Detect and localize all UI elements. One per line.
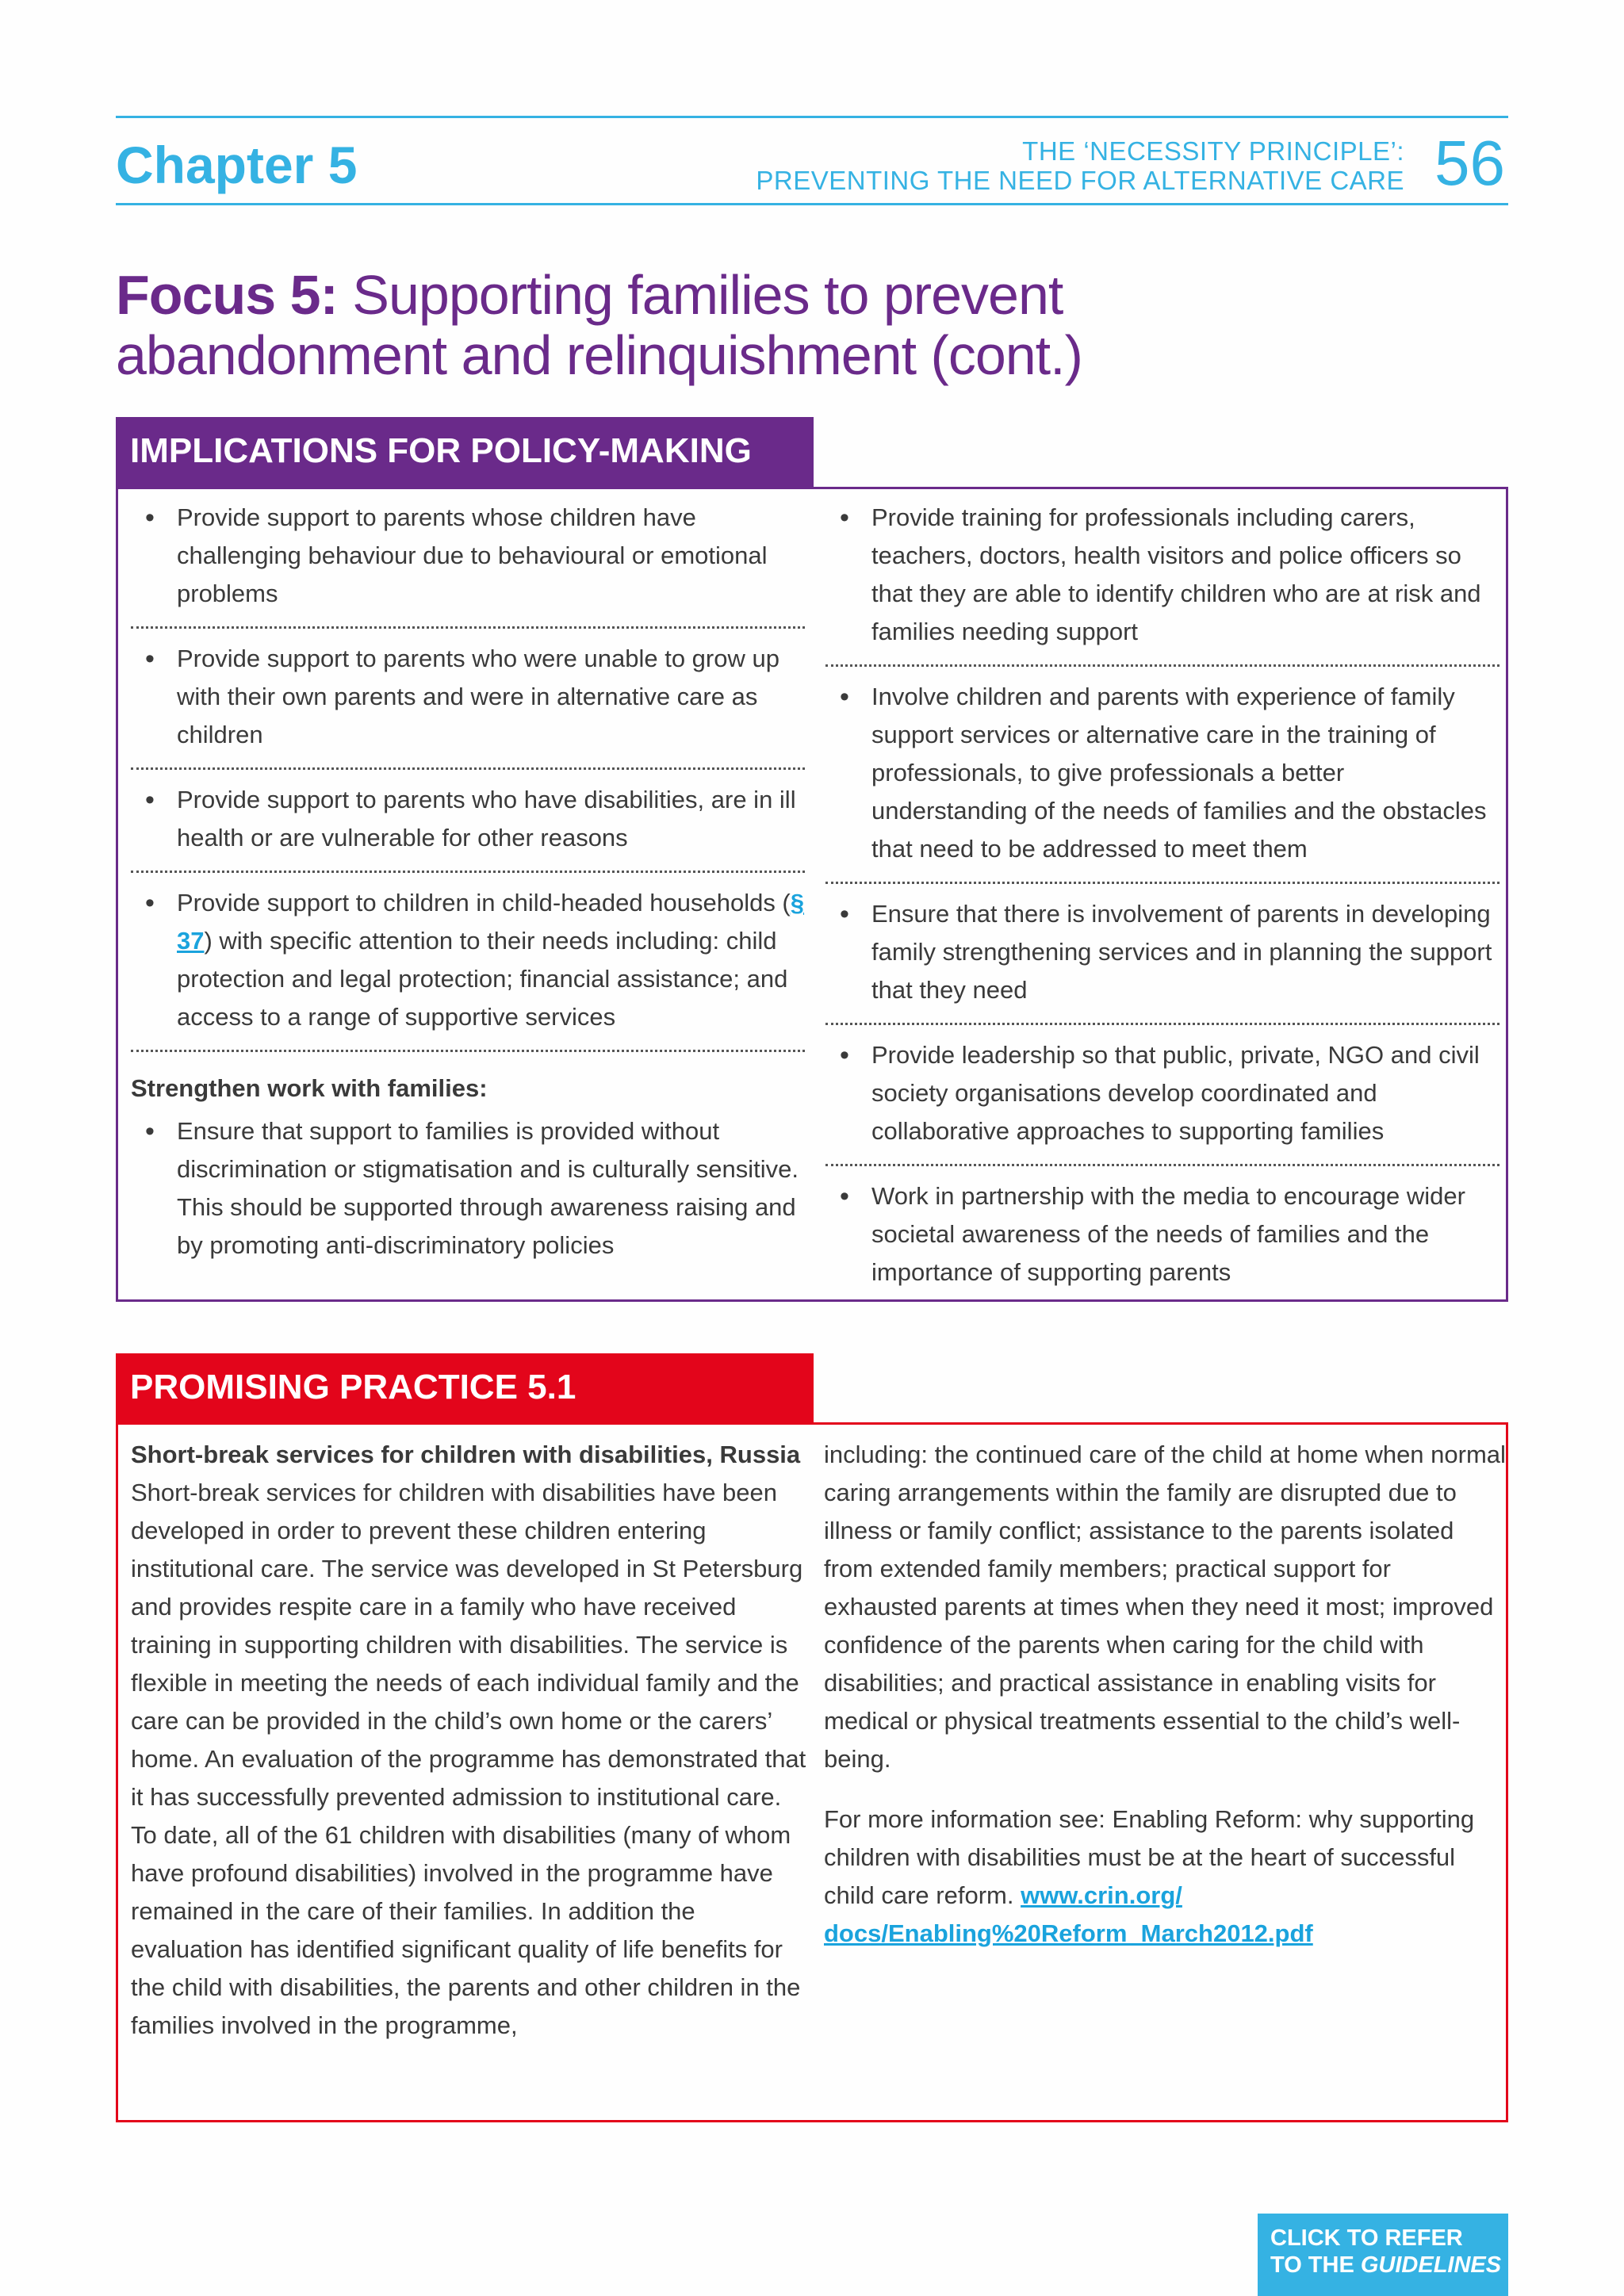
header-top-rule [116, 116, 1508, 118]
running-header [756, 128, 1505, 198]
policy-heading-text: IMPLICATIONS FOR POLICY-MAKING [130, 431, 752, 470]
section-37-link[interactable]: § 37 [177, 889, 805, 955]
focus-title [116, 265, 1305, 385]
focus-title-line1: Supporting families to prevent [337, 264, 1063, 326]
page-number: 56 [1434, 128, 1505, 198]
policy-heading [116, 417, 814, 488]
list-item: • Provide training for professionals including carers, teachers, doctors, health visitors and police officers so that they are able to identify children who are at risk and families needing support [825, 499, 1500, 667]
strengthen-list [131, 1112, 805, 1278]
list-item: • Provide support to parents who have disabilities, are in ill health or are vulnerable for other reasons [131, 781, 805, 873]
more-info [824, 1800, 1506, 1953]
running-title-line1: THE ‘NECESSITY PRINCIPLE’: [1022, 136, 1405, 166]
list-item: • Provide support to parents whose children have challenging behaviour due to behavioural or emotional problems [131, 499, 805, 629]
list-item: • Ensure that support to families is provided without discrimination or stigmatisation and is culturally sensitive. This should be supported through awareness raising and by promoting anti-discriminatory policies [131, 1112, 805, 1278]
policy-left-list [131, 499, 805, 1052]
list-item: • Work in partnership with the media to encourage wider societal awareness of the needs of families and the importance of supporting parents [825, 1177, 1500, 1305]
case-description: Short-break services for children with disabilities have been developed in order to prevent these children entering institutional care. The service was developed in St Petersburg and provides respite care in a family who have received training in supporting children with disabilities. The service is flexible in meeting the needs of each individual family and the care can be provided in the child’s own home or the carers’ home. An evaluation of the programme has demonstrated that it has successfully prevented admission to institutional care. To date, all of the 61 children with disabilities (many of whom have profound disabilities) involved in the programme have remained in the care of their families. In addition the evaluation has identified significant quality of life benefits for the child with disabilities, the parents and other children in the families involved in the programme, [131, 1479, 806, 2039]
list-item: • Provide leadership so that public, private, NGO and civil society organisations develop coordinated and collaborative approaches to supporting families [825, 1036, 1500, 1166]
cta-line2-emphasis: GUIDELINES [1360, 2252, 1502, 2278]
policy-right-list [825, 499, 1500, 1305]
more-info-text: For more information see: Enabling Reform: why supporting children with disabilities must be at the heart of successful child care reform. [824, 1805, 1475, 1909]
list-item: • Involve children and parents with experience of family support services or alternative care in the training of professionals, to give professionals a better understanding of the needs of families and the obstacles that need to be addressed to meet them [825, 678, 1500, 884]
list-item: • Provide support to parents who were unable to grow up with their own parents and were in alternative care as children [131, 640, 805, 770]
running-title [756, 136, 1404, 195]
crin-link-line1: www.crin.org/ [1021, 1881, 1182, 1909]
chapter-label: Chapter 5 [116, 136, 358, 194]
running-title-line2: PREVENTING THE NEED FOR ALTERNATIVE CARE [756, 166, 1405, 195]
policy-box [116, 487, 1508, 1302]
policy-left-column [131, 489, 805, 1289]
refer-guidelines-button[interactable] [1258, 2214, 1508, 2296]
crin-link-line2: docs/Enabling%20Reform_March2012.pdf [824, 1919, 1313, 1947]
practice-right-column [824, 1425, 1506, 1975]
case-benefits: including: the continued care of the child at home when normal caring arrangements within the family are disrupted due to illness or family conflict; assistance to the parents isolated from extended family members; practical support for exhausted parents at times when they need it most; improved confidence of the parents when caring for the child with disabilities; and practical assistance in enabling visits for medical or physical treatments essential to the child’s well-being. [824, 1441, 1506, 1773]
focus-title-line2: abandonment and relinquishment (cont.) [116, 324, 1082, 386]
child-headed-text-before: Provide support to children in child-headed households ( [177, 889, 791, 916]
practice-left-column [131, 1425, 813, 2067]
list-item-child-headed [131, 884, 805, 1052]
practice-heading-text: PROMISING PRACTICE 5.1 [130, 1368, 576, 1406]
header-bottom-rule [116, 203, 1508, 205]
strengthen-heading: Strengthen work with families: [131, 1074, 488, 1102]
child-headed-text-after: ) with specific attention to their needs including: child protection and legal protection; financial assistance; and access to a range of supportive services [177, 927, 788, 1031]
list-item: • Ensure that there is involvement of parents in developing family strengthening services and in planning the support that they need [825, 895, 1500, 1025]
cta-line2-prefix: TO THE [1270, 2252, 1361, 2278]
cta-line1: CLICK TO REFER [1270, 2225, 1463, 2251]
cta-line2 [1270, 2252, 1508, 2279]
policy-right-column [825, 489, 1500, 1316]
case-title: Short-break services for children with disabilities, Russia [131, 1441, 801, 1468]
practice-box [116, 1422, 1508, 2122]
practice-heading [116, 1353, 814, 1425]
focus-label: Focus 5: [116, 264, 338, 326]
